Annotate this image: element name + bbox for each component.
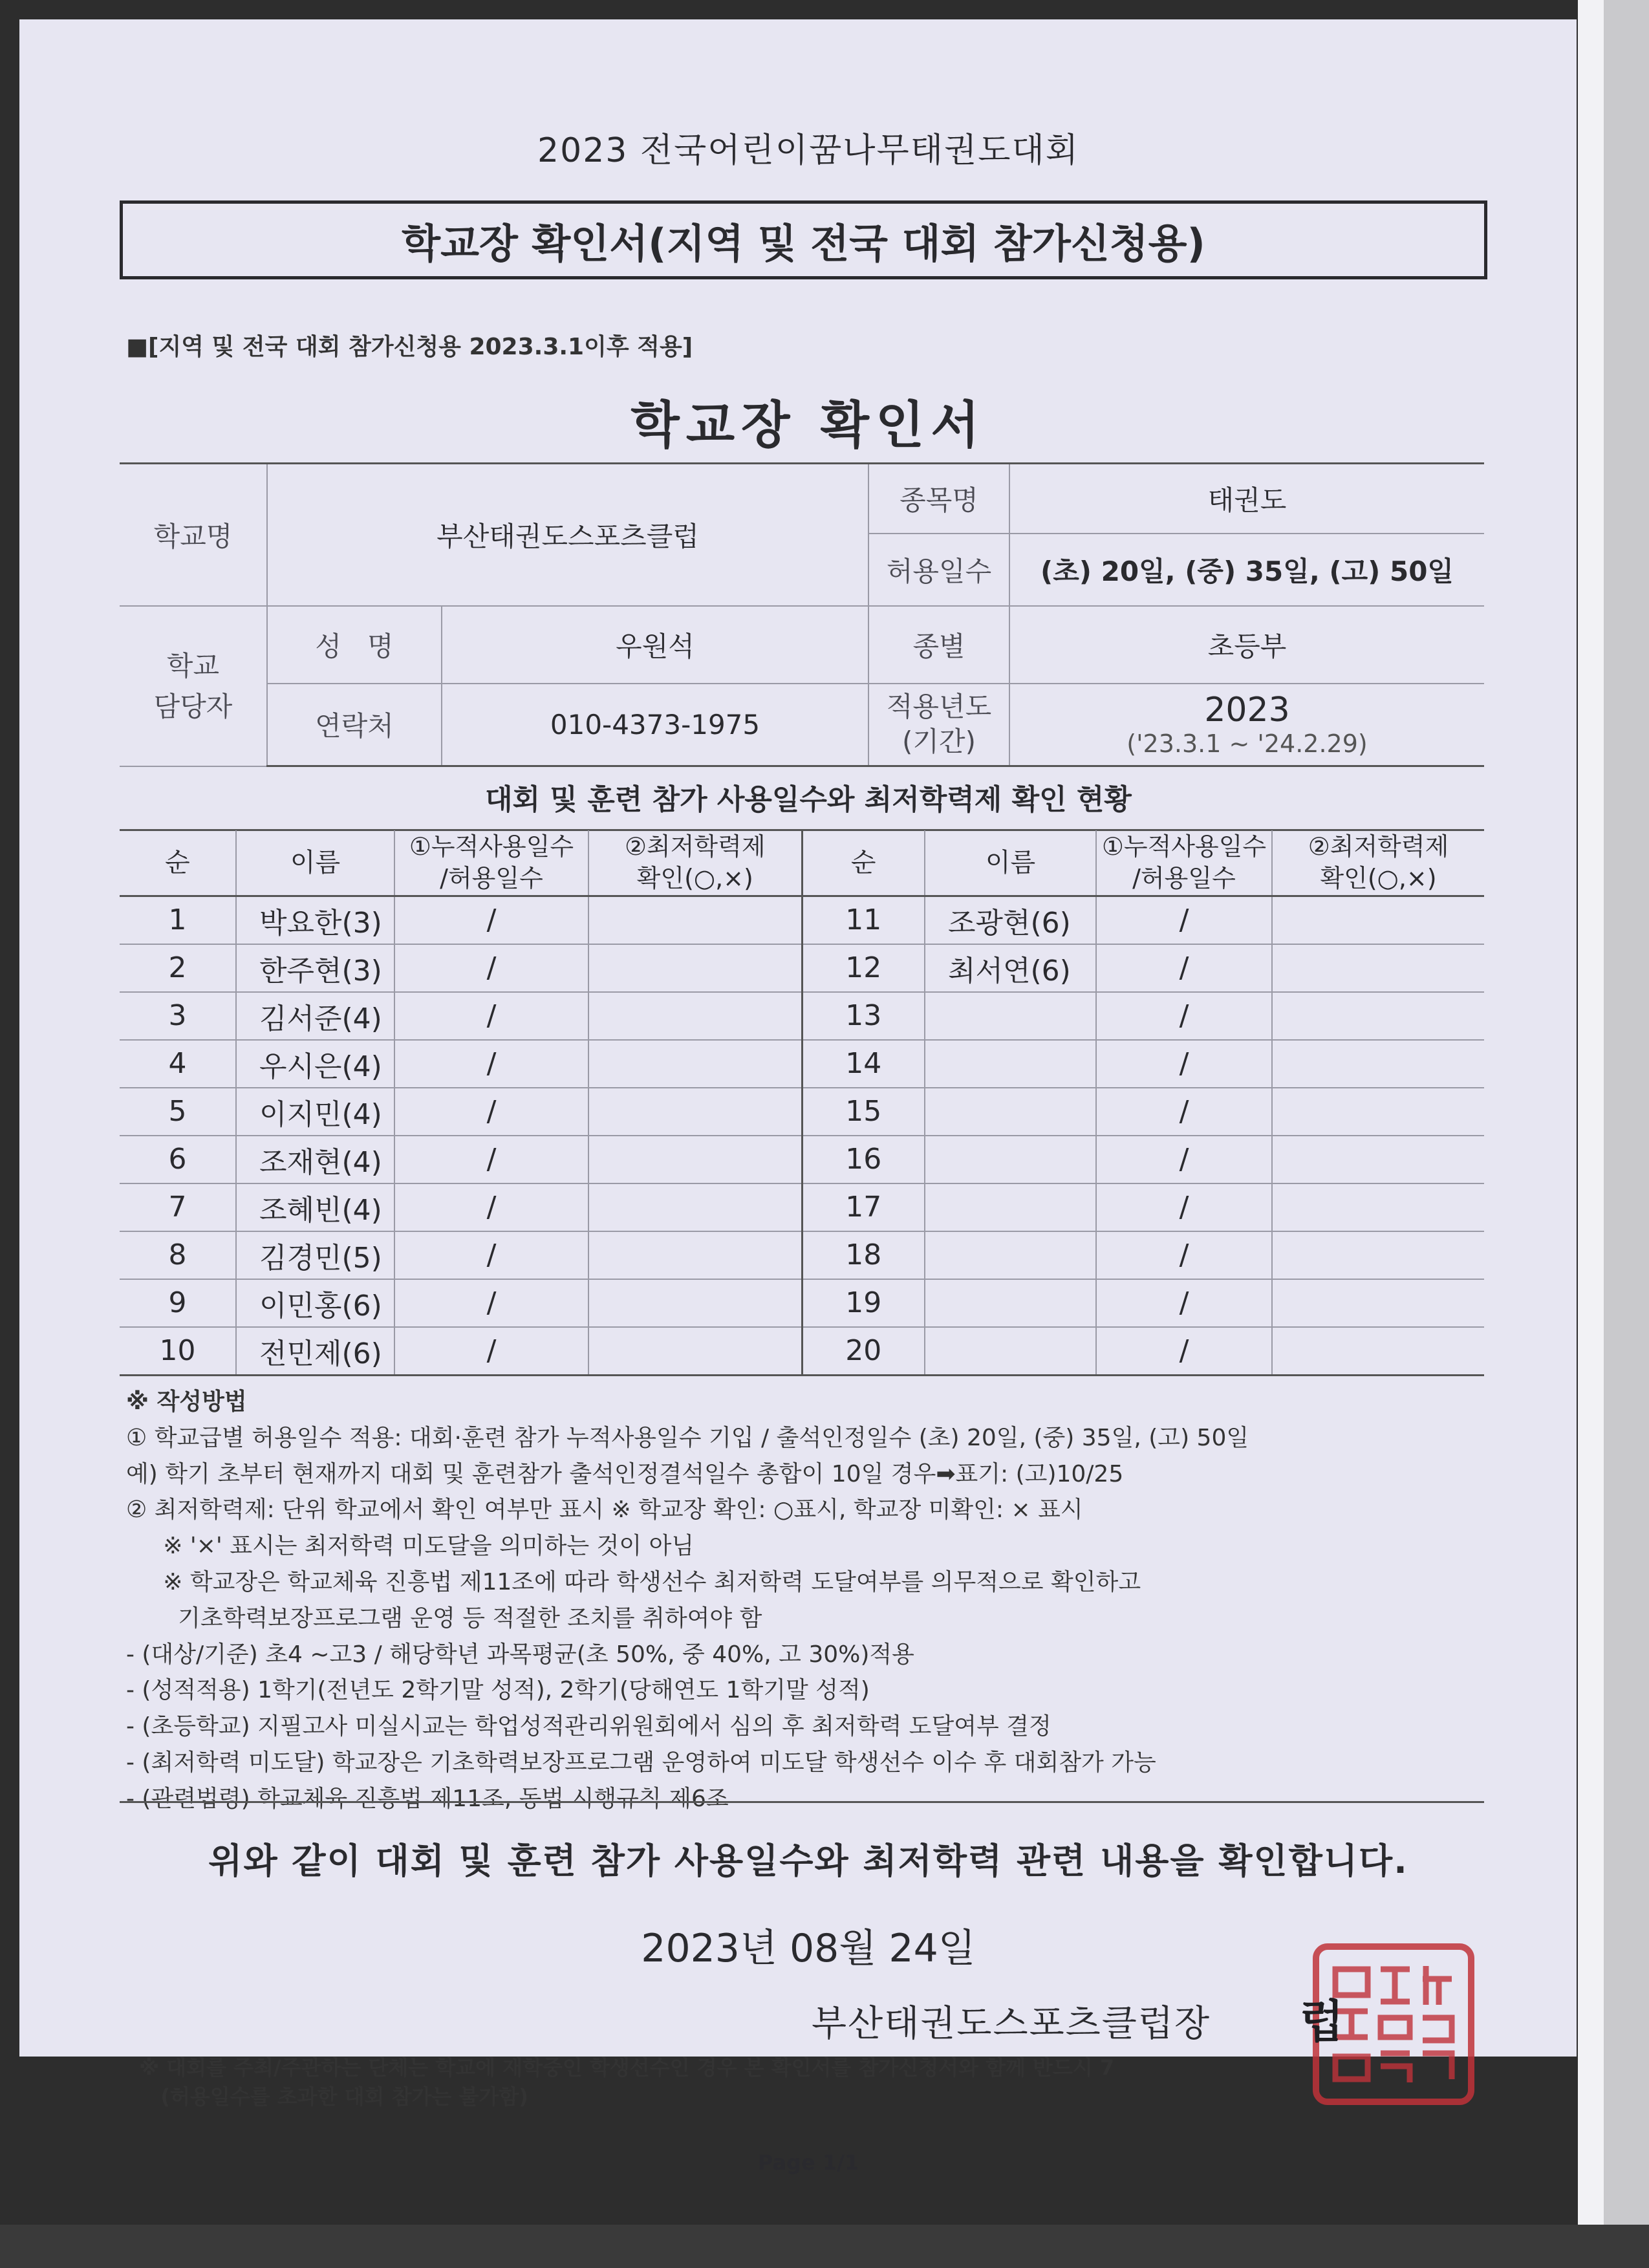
row-name (925, 1136, 1096, 1183)
footnote-line: (허용일수를 초과한 대회 참가는 불가함) (139, 2084, 528, 2109)
row-used-days: / (394, 944, 588, 992)
row-used-days: / (1096, 1136, 1272, 1183)
row-no: 16 (802, 1136, 925, 1183)
row-name (925, 992, 1096, 1040)
table-row (120, 1136, 1484, 1183)
division-value: 초등부 (1009, 606, 1484, 684)
row-check (588, 992, 802, 1040)
header-used: ①누적사용일수 /허용일수 (394, 830, 588, 896)
row-name: 전민제(6) (236, 1327, 394, 1376)
row-check (1272, 1088, 1484, 1136)
footnote (139, 2053, 1114, 2111)
row-check (588, 1327, 802, 1376)
row-check (1272, 1327, 1484, 1376)
table-row (120, 1231, 1484, 1279)
row-used-days: / (1096, 1327, 1272, 1376)
row-no: 9 (120, 1279, 236, 1327)
row-used-days: / (394, 1136, 588, 1183)
row-check (1272, 1136, 1484, 1183)
row-name (925, 1279, 1096, 1327)
row-no: 1 (120, 896, 236, 944)
signature-mark: 럽 (1300, 1995, 1344, 2048)
row-used-days: / (394, 1088, 588, 1136)
row-name: 우시은(4) (236, 1040, 394, 1088)
row-name: 조광현(6) (925, 896, 1096, 944)
scan-bottom-band (0, 2225, 1649, 2268)
box-title: 학교장 확인서(지역 및 전국 대회 참가신청용) (402, 219, 1205, 267)
row-used-days: / (394, 1279, 588, 1327)
year-period: ('23.3.1 ~ '24.2.29) (1126, 729, 1368, 759)
row-used-days: / (1096, 1279, 1272, 1327)
row-name: 김서준(4) (236, 992, 394, 1040)
row-no: 8 (120, 1231, 236, 1279)
row-no: 3 (120, 992, 236, 1040)
row-name (925, 1040, 1096, 1088)
row-name: 조혜빈(4) (236, 1183, 394, 1231)
row-used-days: / (1096, 1231, 1272, 1279)
writing-instructions (126, 1384, 1484, 1817)
divider (120, 1801, 1484, 1803)
document-title: 학교장 확인서 (630, 396, 986, 455)
row-check (1272, 1279, 1484, 1327)
row-check (588, 1231, 802, 1279)
document-page (19, 19, 1577, 2175)
row-name: 이지민(4) (236, 1088, 394, 1136)
row-check (1272, 1231, 1484, 1279)
header-used: ①누적사용일수 /허용일수 (1096, 830, 1272, 896)
row-check (1272, 1040, 1484, 1088)
row-check (588, 1183, 802, 1231)
note-line: - (대상/기준) 초4 ~고3 / 해당학년 과목평균(초 50%, 중 40%, 고 30%)적용 (126, 1641, 914, 1668)
scan-edge (1604, 0, 1649, 2268)
row-check (1272, 896, 1484, 944)
row-check (1272, 944, 1484, 992)
row-no: 2 (120, 944, 236, 992)
row-check (588, 1279, 802, 1327)
note-line: ① 학교급별 허용일수 적용: 대회·훈련 참가 누적사용일수 기입 / 출석인정일수 (초) 20일, (중) 35일, (고) 50일 (126, 1424, 1249, 1451)
row-no: 14 (802, 1040, 925, 1088)
row-check (588, 1040, 802, 1088)
row-used-days: / (394, 1327, 588, 1376)
row-no: 20 (802, 1327, 925, 1376)
row-no: 7 (120, 1183, 236, 1231)
allowed-value: (초) 20일, (중) 35일, (고) 50일 (1009, 534, 1484, 606)
list-subheading: 대회 및 훈련 참가 사용일수와 최저학력제 확인 현황 (485, 783, 1132, 816)
row-no: 17 (802, 1183, 925, 1231)
row-name: 조재현(4) (236, 1136, 394, 1183)
row-used-days: / (1096, 1040, 1272, 1088)
row-check (588, 1088, 802, 1136)
contact-value: 010-4373-1975 (442, 684, 868, 766)
row-name: 박요한(3) (236, 896, 394, 944)
note-line: - (최저학력 미도달) 학교장은 기초학력보장프로그램 운영하여 미도달 학생선수 이수 후 대회참가 가능 (126, 1749, 1156, 1776)
table-row (120, 944, 1484, 992)
table-row (120, 896, 1484, 944)
header-name: 이름 (925, 830, 1096, 896)
school-label: 학교명 (120, 464, 267, 606)
row-no: 6 (120, 1136, 236, 1183)
row-name (925, 1183, 1096, 1231)
note-line: - (성적적용) 1학기(전년도 2학기말 성적), 2학기(당해연도 1학기말 성적) (126, 1677, 870, 1704)
header-no: 순 (120, 830, 236, 896)
title-box (120, 200, 1487, 279)
row-no: 4 (120, 1040, 236, 1088)
row-check (588, 896, 802, 944)
division-label: 종별 (868, 606, 1009, 684)
row-used-days: / (1096, 992, 1272, 1040)
header-no: 순 (802, 830, 925, 896)
row-used-days: / (394, 1183, 588, 1231)
participant-table (120, 829, 1484, 1376)
note-line: ② 최저학력제: 단위 학교에서 확인 여부만 표시 ※ 학교장 확인: ○표시, 학교장 미확인: × 표시 (126, 1496, 1083, 1524)
table-row (120, 1327, 1484, 1376)
school-value: 부산태권도스포츠클럽 (267, 464, 868, 606)
row-no: 11 (802, 896, 925, 944)
row-used-days: / (1096, 1088, 1272, 1136)
applied-note: ■[지역 및 전국 대회 참가신청용 2023.3.1이후 적용] (126, 334, 693, 360)
row-used-days: / (394, 1231, 588, 1279)
row-check (588, 944, 802, 992)
name-label: 성 명 (267, 606, 442, 684)
row-check (1272, 992, 1484, 1040)
note-line: - (초등학교) 지필고사 미실시교는 학업성적관리위원회에서 심의 후 최저학력 도달여부 결정 (126, 1713, 1051, 1740)
page-number: Page 1/1 (757, 2150, 859, 2175)
allowed-label: 허용일수 (868, 534, 1009, 606)
year-label: 적용년도 (기간) (868, 684, 1009, 766)
row-no: 15 (802, 1088, 925, 1136)
sport-value: 태권도 (1009, 464, 1484, 534)
row-used-days: / (1096, 944, 1272, 992)
contact-label: 연락처 (267, 684, 442, 766)
header-check: ②최저학력제 확인(○,×) (588, 830, 802, 896)
row-name (925, 1231, 1096, 1279)
table-row (120, 1088, 1484, 1136)
header-name: 이름 (236, 830, 394, 896)
confirmation-statement: 위와 같이 대회 및 훈련 참가 사용일수와 최저학력 관련 내용을 확인합니다. (208, 1841, 1408, 1881)
info-table (120, 462, 1484, 767)
row-name: 이민홍(6) (236, 1279, 394, 1327)
row-name: 한주현(3) (236, 944, 394, 992)
row-no: 19 (802, 1279, 925, 1327)
row-no: 13 (802, 992, 925, 1040)
row-no: 10 (120, 1327, 236, 1376)
row-name (925, 1327, 1096, 1376)
row-check (588, 1136, 802, 1183)
table-row (120, 1183, 1484, 1231)
note-line: 기초학력보장프로그램 운영 등 적절한 조치를 취하여야 함 (126, 1604, 762, 1632)
note-line: - (관련법령) 학교체육 진흥법 제11조, 동법 시행규칙 제6조 (126, 1785, 729, 1812)
year-value: 2023 (1204, 691, 1290, 730)
row-used-days: / (394, 1040, 588, 1088)
row-no: 12 (802, 944, 925, 992)
table-row (120, 1279, 1484, 1327)
participant-rows (120, 896, 1484, 1375)
row-used-days: / (394, 992, 588, 1040)
event-name: 2023 전국어린이꿈나무태권도대회 (537, 131, 1079, 170)
sport-label: 종목명 (868, 464, 1009, 534)
note-line: ※ '×' 표시는 최저학력 미도달을 의미하는 것이 아님 (126, 1533, 695, 1560)
row-used-days: / (1096, 1183, 1272, 1231)
header-check: ②최저학력제 확인(○,×) (1272, 830, 1484, 896)
table-row (120, 992, 1484, 1040)
manager-label: 학교 담당자 (120, 606, 267, 766)
row-name: 김경민(5) (236, 1231, 394, 1279)
name-value: 우원석 (442, 606, 868, 684)
row-check (1272, 1183, 1484, 1231)
table-row (120, 1040, 1484, 1088)
row-no: 5 (120, 1088, 236, 1136)
issue-date: 2023년 08월 24일 (641, 1926, 976, 1971)
signer-name: 부산태권도스포츠클럽장 (812, 2003, 1211, 2045)
note-line: ※ 학교장은 학교체육 진흥법 제11조에 따라 학생선수 최저학력 도달여부를 의무적으로 확인하고 (126, 1568, 1141, 1595)
row-used-days: / (1096, 896, 1272, 944)
row-name (925, 1088, 1096, 1136)
notes-heading: ※ 작성방법 (126, 1388, 247, 1415)
row-name: 최서연(6) (925, 944, 1096, 992)
note-line: 예) 학기 초부터 현재까지 대회 및 훈련참가 출석인정결석일수 총합이 10일 경우➡표기: (고)10/25 (126, 1460, 1124, 1487)
row-no: 18 (802, 1231, 925, 1279)
row-used-days: / (394, 896, 588, 944)
footnote-line: ※ 대회를 주최/주관하는 단체는 학교에 재학중인 학생선수인 경우 본 확인서를 참가신청서와 함께 반드시 7 (139, 2055, 1115, 2080)
year-cell (1009, 684, 1484, 766)
